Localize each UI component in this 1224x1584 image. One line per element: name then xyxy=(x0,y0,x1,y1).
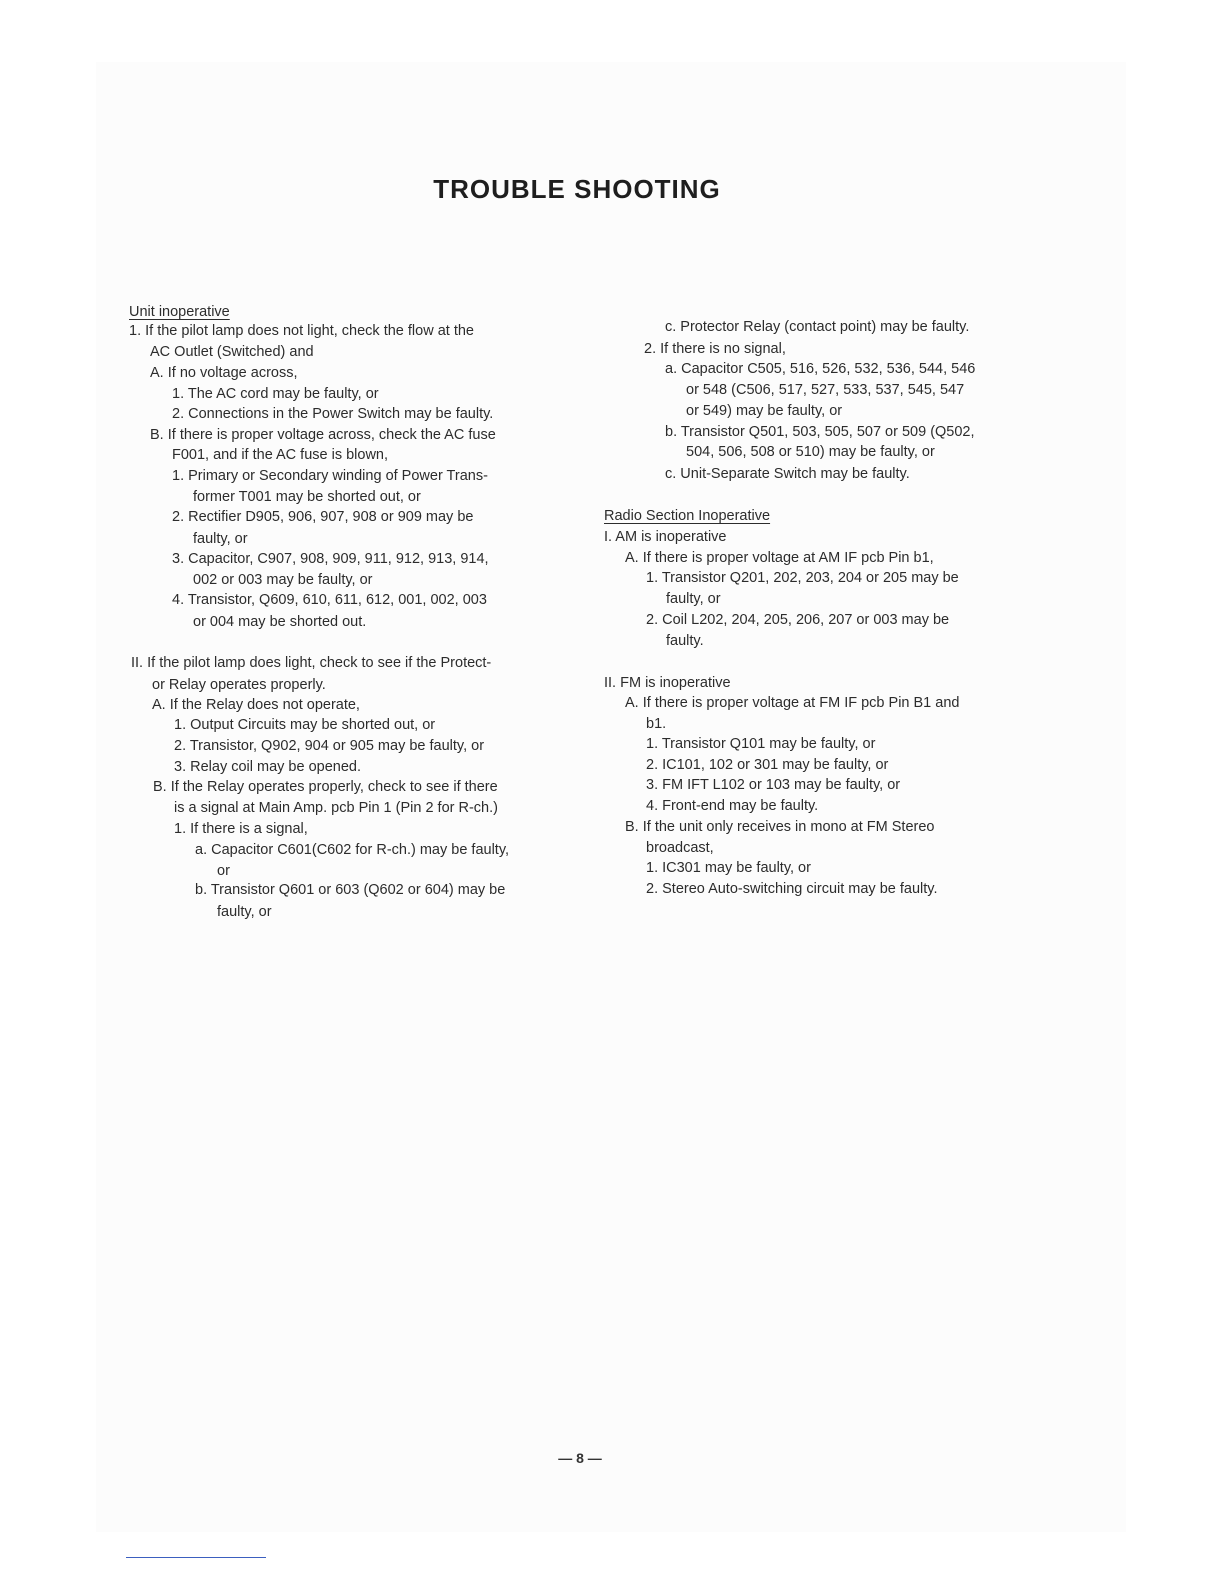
text-line: b. Transistor Q601 or 603 (Q602 or 604) may be xyxy=(195,882,506,898)
text-line: II. FM is inoperative xyxy=(604,675,731,691)
text-line: faulty, or xyxy=(666,591,721,607)
text-line: 3. Capacitor, C907, 908, 909, 911, 912, 913, 914, xyxy=(172,551,489,567)
page-title: TROUBLE SHOOTING xyxy=(433,174,721,204)
text-line: 2. If there is no signal, xyxy=(644,341,786,357)
text-line: 1. Output Circuits may be shorted out, or xyxy=(174,717,436,733)
text-line: 1. Transistor Q201, 202, 203, 204 or 205 may be xyxy=(646,570,959,586)
text-line: a. Capacitor C505, 516, 526, 532, 536, 544, 546 xyxy=(665,361,976,377)
text-line: 2. Rectifier D905, 906, 907, 908 or 909 may be xyxy=(172,509,474,525)
section-heading-unit-inoperative: Unit inoperative xyxy=(129,304,230,320)
text-line: I. AM is inoperative xyxy=(604,529,727,545)
text-line: 4. Front-end may be faulty. xyxy=(646,798,819,814)
divider xyxy=(126,1557,266,1558)
page-background xyxy=(96,62,1126,1532)
text-line: or xyxy=(217,863,230,879)
text-line: 2. Connections in the Power Switch may be faulty. xyxy=(172,406,494,422)
text-line: A. If no voltage across, xyxy=(150,365,298,381)
text-line: 504, 506, 508 or 510) may be faulty, or xyxy=(686,444,935,460)
text-line: 4. Transistor, Q609, 610, 611, 612, 001, 002, 003 xyxy=(172,592,487,608)
text-line: B. If the Relay operates properly, check to see if there xyxy=(153,779,498,795)
text-line: is a signal at Main Amp. pcb Pin 1 (Pin 2 for R-ch.) xyxy=(174,800,498,816)
text-line: 2. Transistor, Q902, 904 or 905 may be faulty, or xyxy=(174,738,485,754)
text-line: A. If there is proper voltage at FM IF pcb Pin B1 and xyxy=(625,695,960,711)
text-line: 002 or 003 may be faulty, or xyxy=(193,572,373,588)
text-line: F001, and if the AC fuse is blown, xyxy=(172,447,389,463)
text-line: c. Unit-Separate Switch may be faulty. xyxy=(665,466,910,482)
text-line: 1. If there is a signal, xyxy=(174,821,308,837)
text-line: B. If there is proper voltage across, check the AC fuse xyxy=(150,427,496,443)
text-line: 1. Transistor Q101 may be faulty, or xyxy=(646,736,876,752)
text-line: a. Capacitor C601(C602 for R-ch.) may be faulty, xyxy=(195,842,510,858)
text-line: 2. Coil L202, 204, 205, 206, 207 or 003 may be xyxy=(646,612,950,628)
text-line: or Relay operates properly. xyxy=(152,677,326,693)
text-line: or 549) may be faulty, or xyxy=(686,403,843,419)
text-line: faulty, or xyxy=(217,904,272,920)
text-line: or 004 may be shorted out. xyxy=(193,614,367,630)
text-line: broadcast, xyxy=(646,840,714,856)
text-line: 1. If the pilot lamp does not light, check the flow at the xyxy=(129,323,474,339)
text-line: c. Protector Relay (contact point) may be faulty. xyxy=(665,319,970,335)
page-number: — 8 — xyxy=(558,1450,602,1466)
text-line: A. If the Relay does not operate, xyxy=(152,697,360,713)
text-line: faulty, or xyxy=(193,531,248,547)
text-line: A. If there is proper voltage at AM IF pcb Pin b1, xyxy=(625,550,934,566)
text-line: 1. The AC cord may be faulty, or xyxy=(172,386,379,402)
section-heading-radio-inoperative: Radio Section Inoperative xyxy=(604,508,771,524)
text-line: b. Transistor Q501, 503, 505, 507 or 509 (Q502, xyxy=(665,424,975,440)
text-line: 2. Stereo Auto-switching circuit may be faulty. xyxy=(646,881,938,897)
text-line: b1. xyxy=(646,716,667,732)
text-line: former T001 may be shorted out, or xyxy=(193,489,421,505)
text-line: 1. Primary or Secondary winding of Power Trans- xyxy=(172,468,488,484)
text-line: 3. Relay coil may be opened. xyxy=(174,759,361,775)
text-line: 1. IC301 may be faulty, or xyxy=(646,860,811,876)
text-line: B. If the unit only receives in mono at FM Stereo xyxy=(625,819,935,835)
text-line: 3. FM IFT L102 or 103 may be faulty, or xyxy=(646,777,901,793)
text-line: faulty. xyxy=(666,633,704,649)
text-line: II. If the pilot lamp does light, check to see if the Protect- xyxy=(131,655,492,671)
text-line: 2. IC101, 102 or 301 may be faulty, or xyxy=(646,757,889,773)
text-line: or 548 (C506, 517, 527, 533, 537, 545, 547 xyxy=(686,382,965,398)
text-line: AC Outlet (Switched) and xyxy=(150,344,314,360)
